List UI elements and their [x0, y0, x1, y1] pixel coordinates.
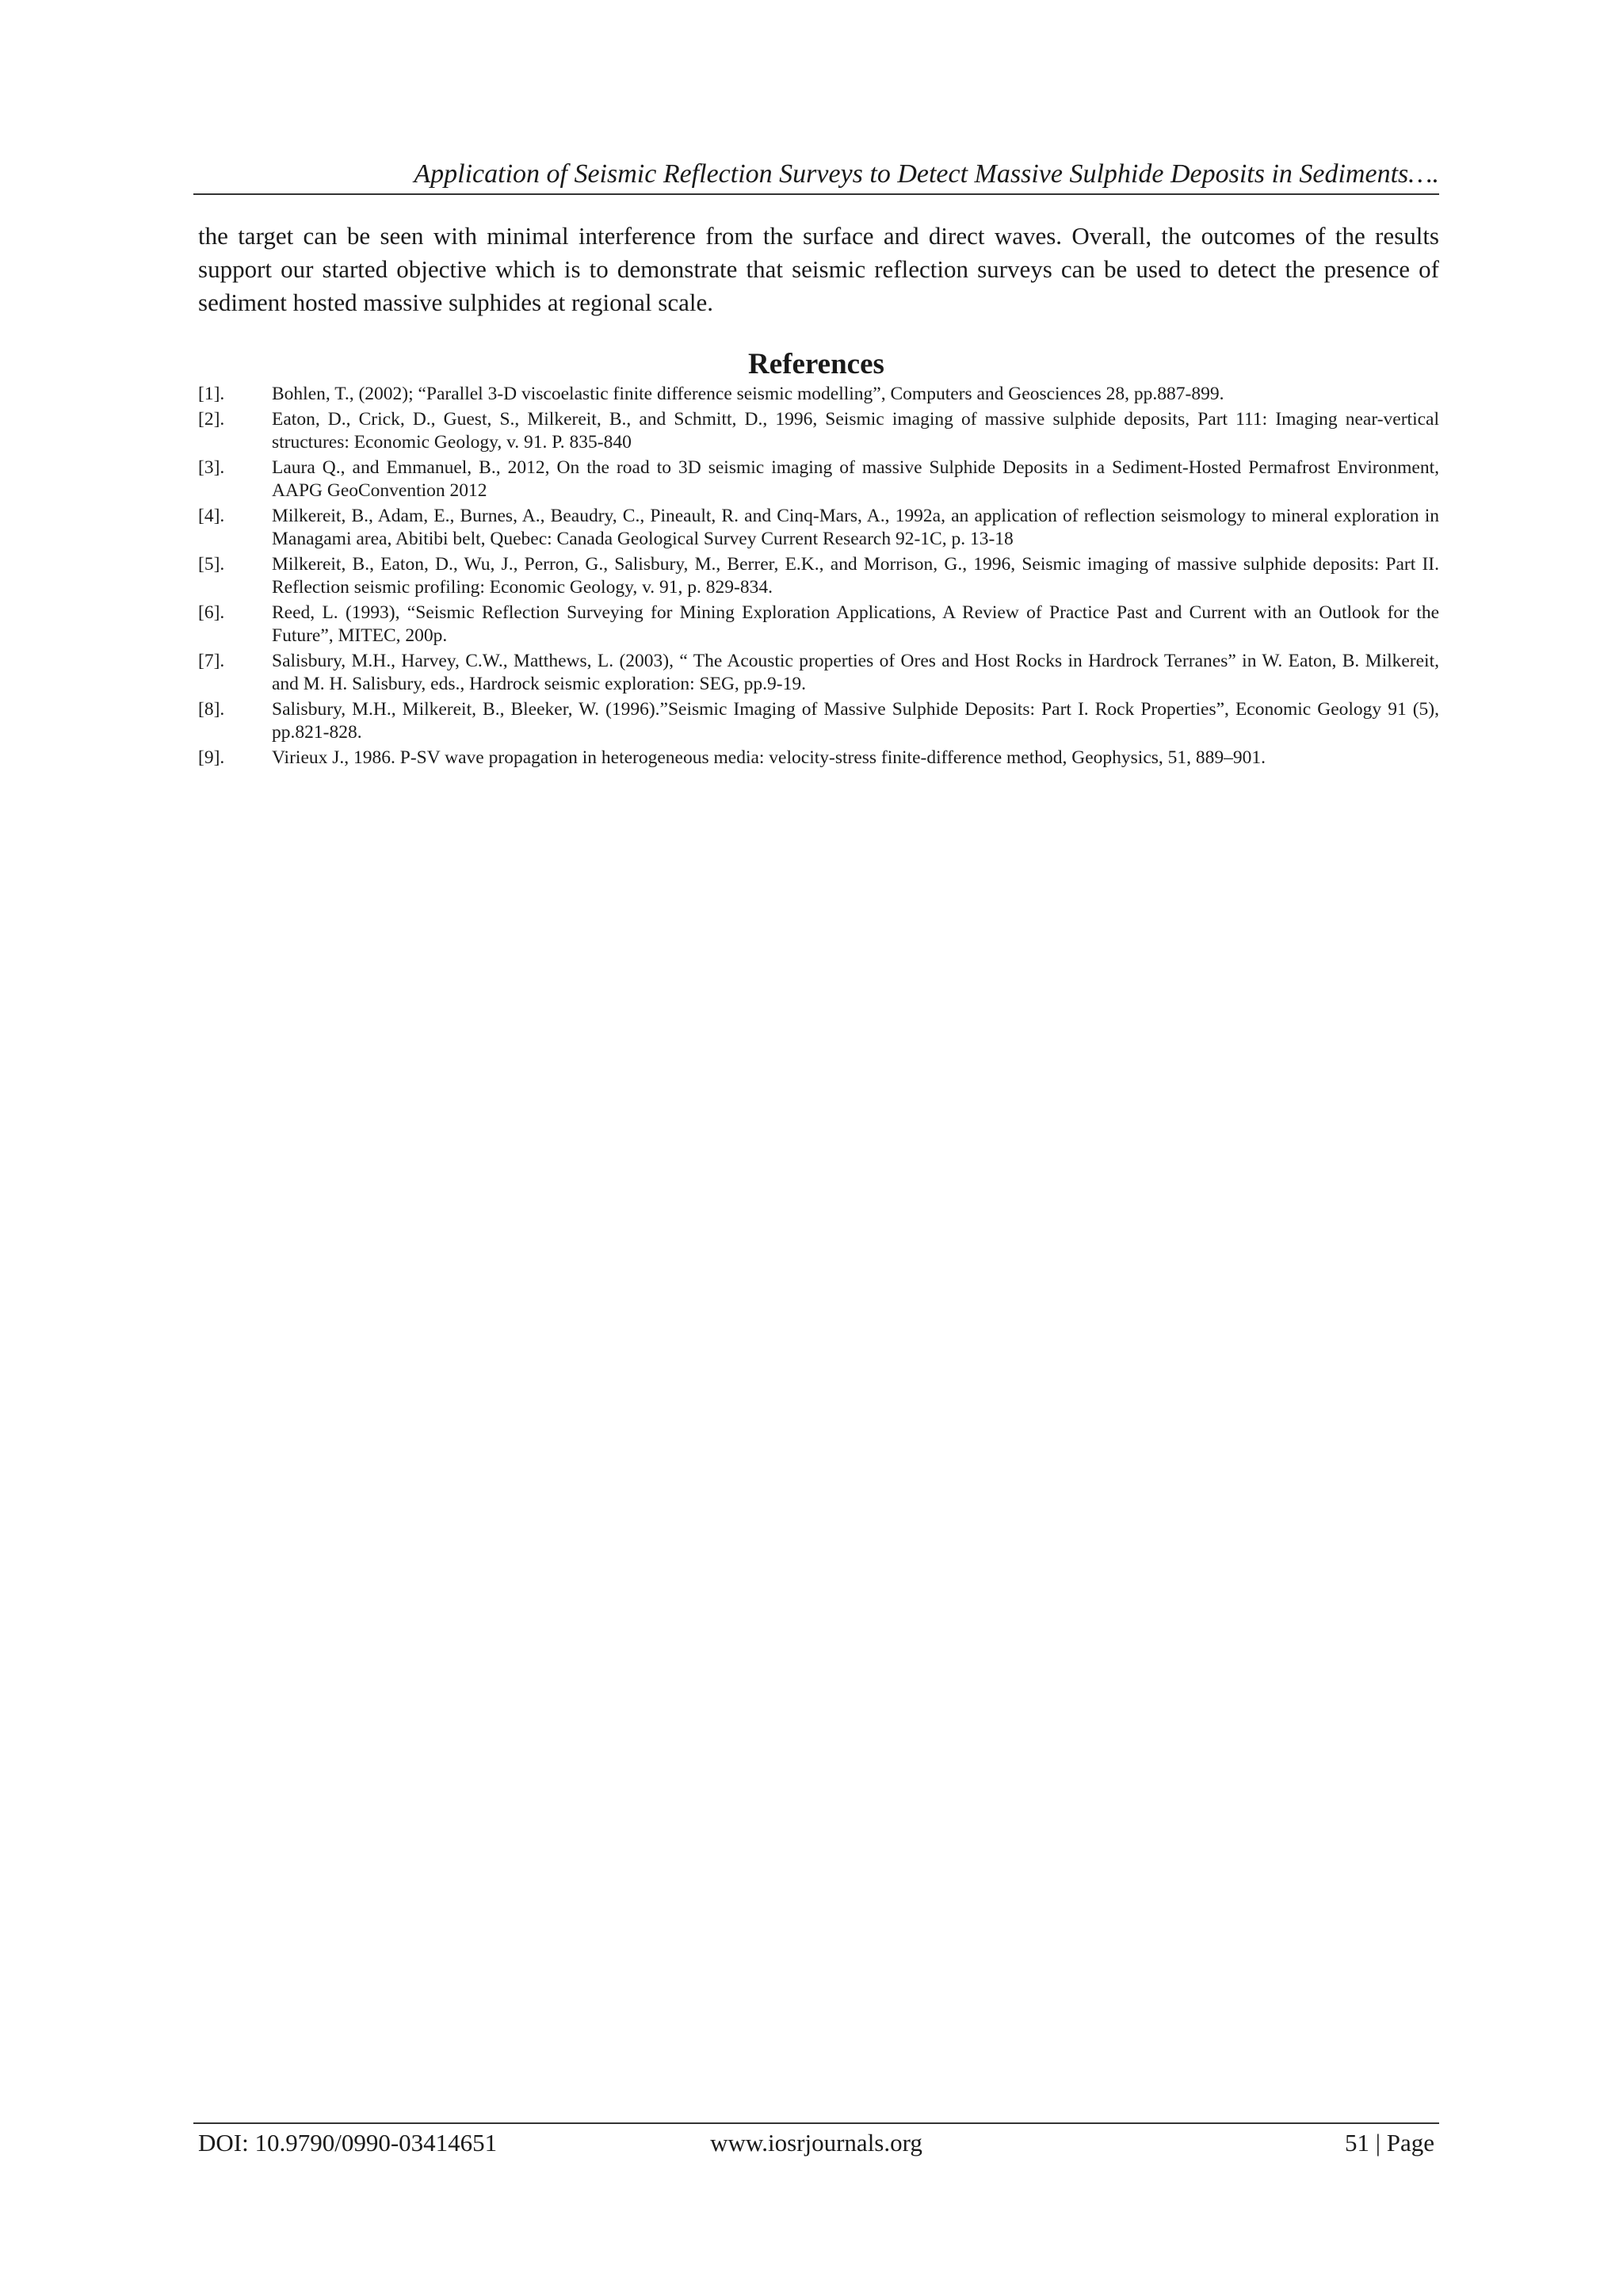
reference-item: [198, 650, 1439, 696]
reference-item: [198, 505, 1439, 551]
reference-number: [5].: [198, 554, 225, 575]
reference-item: [198, 698, 1439, 744]
reference-number: [3].: [198, 457, 225, 478]
reference-item: [198, 457, 1439, 502]
page-footer: [198, 2126, 1434, 2160]
reference-text: Bohlen, T., (2002); “Parallel 3-D viscoelastic finite difference seismic modelling”, Computers and Geosciences 28, pp.887-899.: [272, 384, 1224, 404]
reference-item: [198, 747, 1439, 770]
reference-number: [9].: [198, 747, 225, 768]
reference-item: [198, 408, 1439, 454]
body-paragraph: the target can be seen with minimal interference from the surface and direct waves. Overall, the outcomes of the results support our started objective which is to demonstrate that seismic reflection surveys can be used to detect the presence of sediment hosted massive sulphides at regional scale.: [198, 222, 1439, 316]
reference-number: [4].: [198, 506, 225, 526]
footer-divider: [193, 2122, 1439, 2124]
reference-text: Salisbury, M.H., Milkereit, B., Bleeker, W. (1996).”Seismic Imaging of Massive Sulphide Deposits: Part I. Rock Properties”, Economic Geology 91 (5), pp.821-828.: [272, 699, 1439, 743]
reference-text: Reed, L. (1993), “Seismic Reflection Surveying for Mining Exploration Applications, A Review of Practice Past and Current with an Outlook for the Future”, MITEC, 200p.: [272, 602, 1439, 646]
reference-number: [8].: [198, 699, 225, 720]
header-divider: [193, 193, 1439, 195]
footer-page-number: 51 | Page: [1345, 2129, 1434, 2157]
reference-item: [198, 553, 1439, 599]
footer-doi: DOI: 10.9790/0990-03414651: [198, 2129, 498, 2157]
reference-item: [198, 383, 1439, 406]
reference-number: [7].: [198, 651, 225, 671]
reference-item: [198, 602, 1439, 648]
references-heading: References: [748, 348, 884, 380]
reference-text: Salisbury, M.H., Harvey, C.W., Matthews, L. (2003), “ The Acoustic properties of Ores and Host Rocks in Hardrock Terranes” in W. Eaton, B. Milkereit, and M. H. Salisbury, eds., Hardrock seismic exploration: SEG, pp.9-19.: [272, 651, 1439, 694]
reference-text: Laura Q., and Emmanuel, B., 2012, On the road to 3D seismic imaging of massive Sulphide Deposits in a Sediment-Hosted Permafrost Environment, AAPG GeoConvention 2012: [272, 457, 1439, 501]
reference-number: [1].: [198, 384, 225, 404]
reference-text: Milkereit, B., Eaton, D., Wu, J., Perron, G., Salisbury, M., Berrer, E.K., and Morrison, G., 1996, Seismic imaging of massive sulphide deposits: Part II. Reflection seismic profiling: Economic Geology, v. 91, p. 829-834.: [272, 554, 1439, 598]
reference-number: [6].: [198, 602, 225, 623]
reference-text: Eaton, D., Crick, D., Guest, S., Milkereit, B., and Schmitt, D., 1996, Seismic imaging of massive sulphide deposits, Part 111: Imaging near-vertical structures: Economic Geology, v. 91. P. 835-840: [272, 409, 1439, 453]
reference-text: Milkereit, B., Adam, E., Burnes, A., Beaudry, C., Pineault, R. and Cinq-Mars, A., 1992a, an application of reflection seismology to mineral exploration in Managami area, Abitibi belt, Quebec: Canada Geological Survey Current Research 92-1C, p. 13-18: [272, 506, 1439, 549]
running-header-title: Application of Seismic Reflection Surveys to Detect Massive Sulphide Deposits in Sediments….: [414, 159, 1439, 189]
reference-list: [198, 383, 1439, 772]
reference-number: [2].: [198, 409, 225, 430]
footer-journal-url: www.iosrjournals.org: [710, 2129, 922, 2157]
reference-text: Virieux J., 1986. P-SV wave propagation in heterogeneous media: velocity-stress finite-difference method, Geophysics, 51, 889–901.: [272, 747, 1266, 768]
